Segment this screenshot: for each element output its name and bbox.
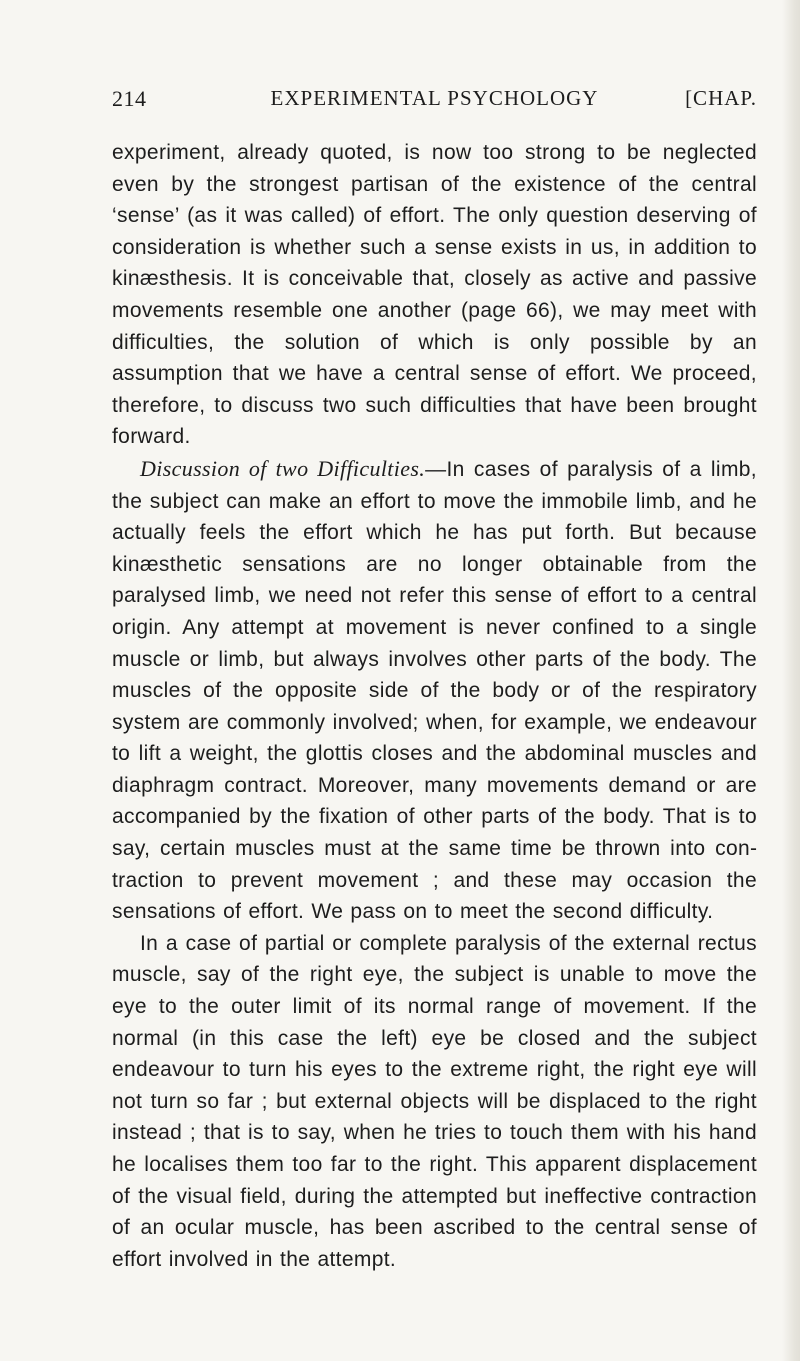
- running-head: [112, 86, 757, 120]
- body-text: [112, 137, 757, 1275]
- paragraph-3: [112, 928, 757, 1276]
- running-title: EXPERIMENTAL PSYCHOLOGY: [270, 86, 599, 110]
- section-heading: Discussion of two Difficulties.: [140, 455, 426, 481]
- book-page: [112, 86, 757, 1275]
- paragraph-1-text: experiment, already quoted, is now too strong to be neglected even by the strongest partisan of the existence of the central ‘sense’ (as it was called) of effort. The only question deserving of consideration is whether such a sense exists in us, in addition to kinæsthesis. It is conceivable that, closely as active and passive movements resemble one another (page 66), we may meet with difficulties, the solution of which is only possible by an assumption that we have a central sense of effort. We proceed, therefore, to discuss two such difficulties that have been brought forward.: [112, 141, 757, 449]
- chapter-marker: [CHAP.: [685, 86, 757, 110]
- page-number: 214: [112, 86, 147, 111]
- paragraph-3-text: In a case of partial or complete paralysis of the external rectus muscle, say of the right eye, the subject is unable to move the eye to the outer limit of its normal range of movement. If the normal (in this case the left) eye be closed and the subject endeavour to turn his eyes to the extreme right, the right eye will not turn so far ; but external objects will be displaced to the right instead ; that is to say, when he tries to touch them with his hand he localises them too far to the right. This apparent displacement of the visual field, during the attempted but ineffective contraction of an ocular muscle, has been ascribed to the central sense of effort involved in the attempt.: [112, 931, 757, 1271]
- paragraph-1: [112, 137, 757, 453]
- page-edge-shadow: [782, 0, 800, 1361]
- paragraph-2-text: —In cases of paralysis of a limb, the subject can make an effort to move the immobile limb, and he actually feels the effort which he has put forth. But because kinæsthetic sensations are no longer obtainable from the paralysed limb, we need not refer this sense of effort to a central origin. Any attempt at movement is never confined to a single muscle or limb, but always involves other parts of the body. The muscles of the opposite side of the body or of the respiratory system are commonly involved; when, for example, we endeavour to lift a weight, the glottis closes and the abdominal muscles and diaphragm contract. Moreover, many movements demand or are accompanied by the fixation of other parts of the body. That is to say, certain muscles must at the same time be thrown into contraction to prevent movement ; and these may occasion the sensations of effort. We pass on to meet the second difficulty.: [112, 457, 757, 924]
- paragraph-2: [112, 453, 757, 928]
